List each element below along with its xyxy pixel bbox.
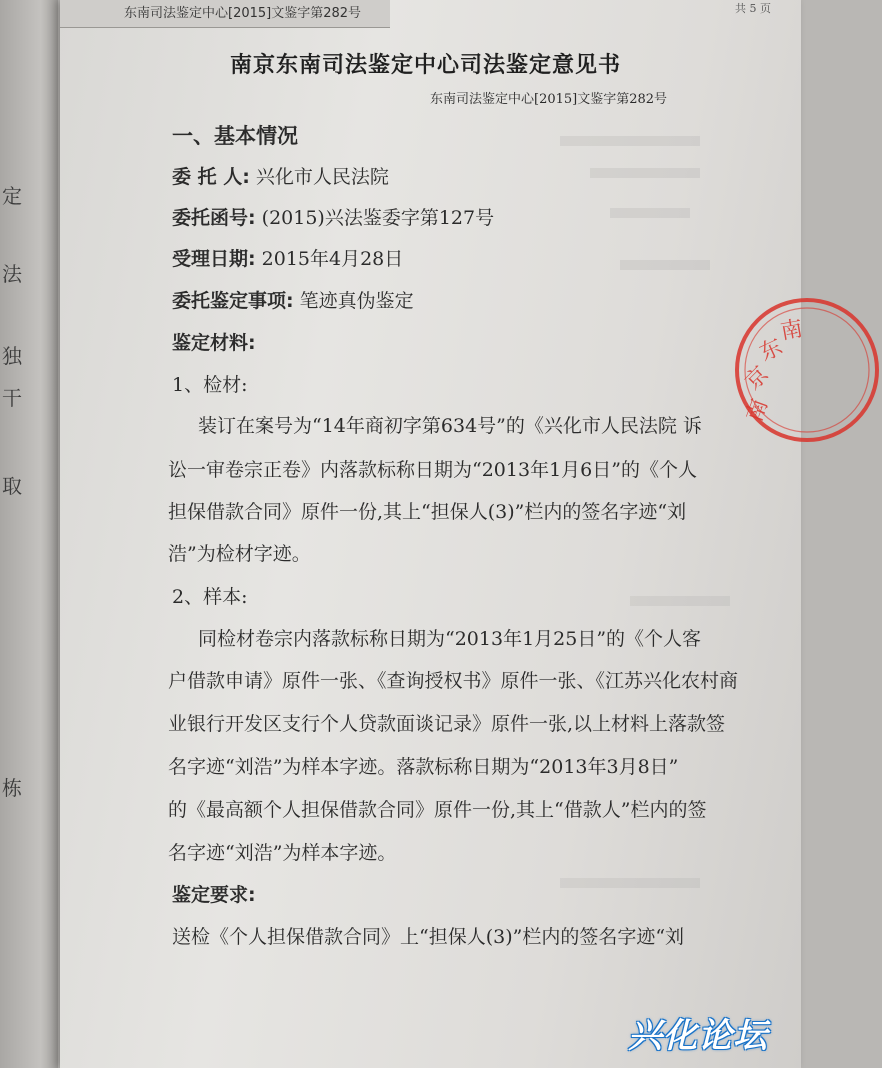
header-tab-right: 共 5 页 — [735, 2, 771, 15]
document-sheet — [60, 0, 801, 1068]
svg-text:南: 南 — [742, 395, 774, 426]
material2-heading: 2、样本: — [172, 586, 248, 608]
left-page-char: 定 — [2, 184, 22, 208]
svg-text:东: 东 — [755, 334, 787, 367]
site-watermark-logo: 兴化论坛 — [628, 1016, 768, 1056]
red-seal-stamp — [732, 295, 882, 445]
material2-line: 名字迹“刘浩”为样本字迹。 — [168, 842, 397, 864]
material1-line: 担保借款合同》原件一份,其上“担保人(3)”栏内的签名字迹“刘 — [168, 501, 687, 523]
matter-label: 委托鉴定事项: — [172, 290, 294, 312]
left-page-char: 法 — [2, 262, 22, 286]
client-label: 委 托 人: — [172, 166, 250, 188]
client-row — [172, 162, 389, 189]
date-value: 2015年4月28日 — [261, 248, 404, 270]
matter-value: 笔迹真伪鉴定 — [299, 290, 414, 312]
matter-row — [172, 286, 414, 313]
left-underlying-page — [0, 0, 58, 1068]
date-row — [172, 244, 403, 271]
letter-value: (2015)兴法鉴委字第127号 — [261, 207, 495, 229]
letter-row — [172, 203, 494, 230]
client-value: 兴化市人民法院 — [255, 166, 389, 188]
header-tab: 东南司法鉴定中心[2015]文鉴字第282号 — [60, 0, 390, 28]
svg-text:京: 京 — [740, 361, 774, 396]
material1-line: 浩”为检材字迹。 — [168, 543, 311, 565]
document-number: 东南司法鉴定中心[2015]文鉴字第282号 — [430, 92, 668, 107]
left-page-char: 独 — [2, 344, 22, 368]
material2-line: 名字迹“刘浩”为样本字迹。落款标称日期为“2013年3月8日” — [168, 756, 679, 778]
material1-heading: 1、检材: — [172, 374, 248, 396]
letter-label: 委托函号: — [172, 207, 256, 229]
date-label: 受理日期: — [172, 248, 256, 270]
requirement-line: 送检《个人担保借款合同》上“担保人(3)”栏内的签名字迹“刘 — [172, 926, 685, 948]
document-title: 南京东南司法鉴定中心司法鉴定意见书 — [230, 53, 622, 78]
svg-text:南: 南 — [778, 316, 805, 345]
left-page-char: 取 — [2, 474, 22, 498]
material1-line: 装订在案号为“14年商初字第634号”的《兴化市人民法院 诉 — [198, 415, 702, 437]
material2-line: 户借款申请》原件一张、《查询授权书》原件一张、《江苏兴化农村商 — [168, 670, 739, 692]
requirement-heading: 鉴定要求: — [172, 884, 256, 906]
material2-line: 同检材卷宗内落款标称日期为“2013年1月25日”的《个人客 — [198, 628, 702, 650]
left-page-char: 栋 — [2, 776, 22, 800]
materials-heading: 鉴定材料: — [172, 332, 256, 354]
section1-heading: 一、基本情况 — [172, 124, 298, 148]
material1-line: 讼一审卷宗正卷》内落款标称日期为“2013年1月6日”的《个人 — [168, 459, 697, 481]
material2-line: 业银行开发区支行个人贷款面谈记录》原件一张,以上材料上落款签 — [168, 713, 726, 735]
left-page-char: 干 — [2, 386, 22, 410]
material2-line: 的《最高额个人担保借款合同》原件一份,其上“借款人”栏内的签 — [168, 799, 707, 821]
